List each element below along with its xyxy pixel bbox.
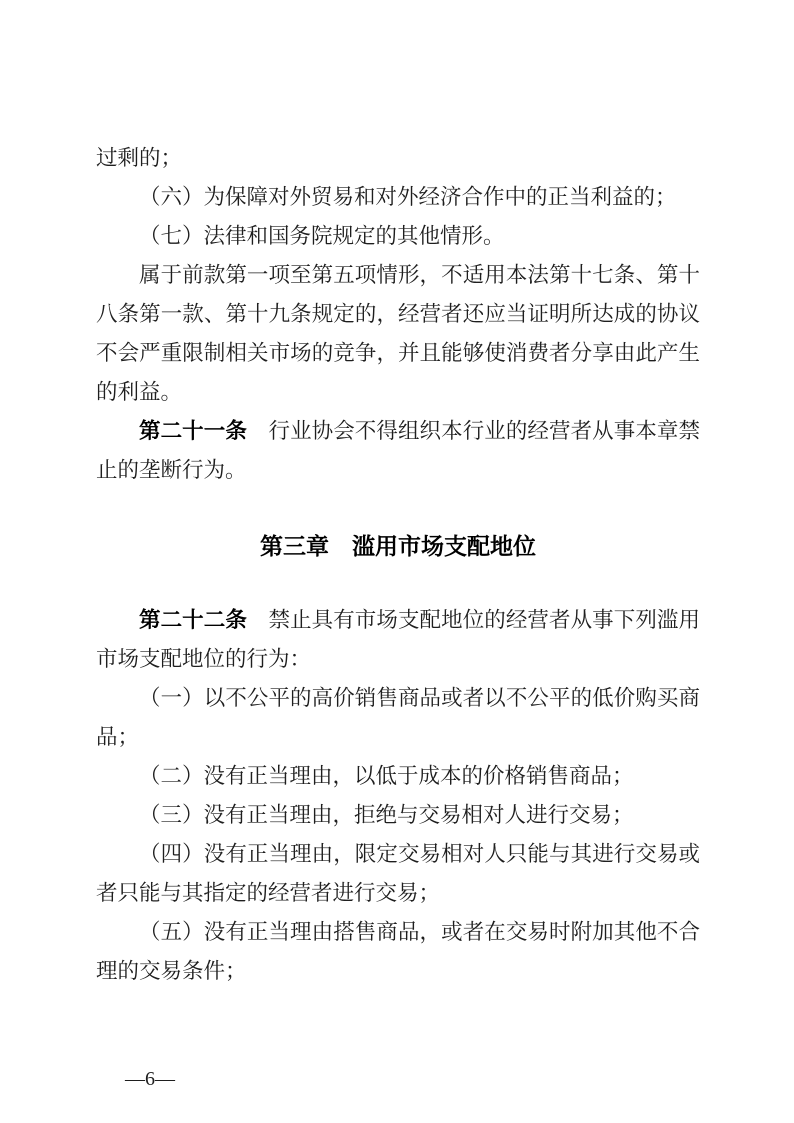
para-proviso <box>96 256 700 412</box>
item-1 <box>96 679 700 757</box>
item-5 <box>96 913 700 991</box>
article-22 <box>96 601 700 679</box>
document-body <box>96 139 700 991</box>
chapter-3-heading <box>96 527 700 566</box>
text-run: （一）以不公平的高价销售商品或者以不公平的低价购买商品； <box>96 686 700 749</box>
page-number: —6— <box>125 1068 175 1090</box>
text-run: （二）没有正当理由，以低于成本的价格销售商品； <box>139 764 634 788</box>
item-3 <box>96 796 700 835</box>
item-6 <box>96 178 700 217</box>
article-21 <box>96 412 700 490</box>
text-run-bold: 第二十一条 <box>139 419 247 443</box>
text-run: （七）法律和国务院规定的其他情形。 <box>139 224 505 248</box>
text-run-bold: 第三章 滥用市场支配地位 <box>260 533 536 559</box>
text-run: （三）没有正当理由，拒绝与交易相对人进行交易； <box>139 803 634 827</box>
text-run: （四）没有正当理由，限定交易相对人只能与其进行交易或者只能与其指定的经营者进行交易； <box>96 842 700 905</box>
item-7 <box>96 217 700 256</box>
text-run: （五）没有正当理由搭售商品，或者在交易时附加其他不合理的交易条件； <box>96 920 700 983</box>
item-2 <box>96 757 700 796</box>
item-4 <box>96 835 700 913</box>
text-run: 过剩的； <box>96 146 183 170</box>
text-run: 行业协会不得组织本行业的经营者从事本章禁止的垄断行为。 <box>96 419 700 482</box>
text-run-bold: 第二十二条 <box>139 608 247 632</box>
text-run: 禁止具有市场支配地位的经营者从事下列滥用市场支配地位的行为： <box>96 608 700 671</box>
text-run: （六）为保障对外贸易和对外经济合作中的正当利益的； <box>139 185 677 209</box>
text-run: 属于前款第一项至第五项情形，不适用本法第十七条、第十八条第一款、第十九条规定的，经营者还应当证明所达成的协议不会严重限制相关市场的竞争，并且能够使消费者分享由此产生的利益。 <box>96 263 700 404</box>
para-continuation <box>96 139 700 178</box>
